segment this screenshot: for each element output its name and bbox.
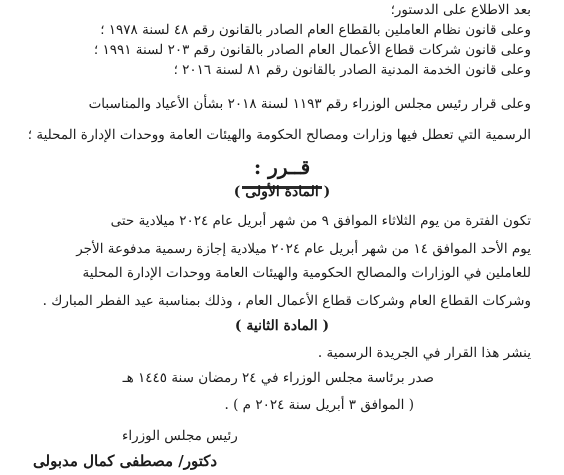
preamble-line: وعلى قرار رئيس مجلس الوزراء رقم ١١٩٣ لسنة ٢٠١٨ بشأن الأعياد والمناسبات <box>88 96 531 112</box>
signatory-name: دكتور/ مصطفى كمال مدبولى <box>33 452 218 470</box>
article-2-line: ينشر هذا القرار في الجريدة الرسمية . <box>317 345 531 361</box>
preamble-line: بعد الاطلاع على الدستور؛ <box>390 2 531 18</box>
article-1-line: تكون الفترة من يوم الثلاثاء الموافق ٩ من شهر أبريل عام ٢٠٢٤ ميلادية حتى <box>110 213 531 229</box>
decision-title: قــرر : <box>253 155 311 179</box>
signatory-title: رئيس مجلس الوزراء <box>122 428 238 444</box>
preamble-line: الرسمية التي تعطل فيها وزارات ومصالح الحكومة والهيئات العامة ووحدات الإدارة المحلية ؛ <box>27 127 531 143</box>
preamble-line: وعلى قانون نظام العاملين بالقطاع العام الصادر بالقانون رقم ٤٨ لسنة ١٩٧٨ ؛ <box>100 22 531 38</box>
preamble-line: وعلى قانون شركات قطاع الأعمال العام الصادر بالقانون رقم ٢٠٣ لسنة ١٩٩١ ؛ <box>93 42 531 58</box>
article-1-line: وشركات القطاع العام وشركات قطاع الأعمال العام ، وذلك بمناسبة عيد الفطر المبارك . <box>42 293 531 309</box>
article-2-heading: ( المادة الثانية ) <box>234 318 330 334</box>
article-1-line: للعاملين في الوزارات والمصالح الحكومية والهيئات العامة ووحدات الإدارة المحلية <box>82 265 531 281</box>
preamble-line: وعلى قانون الخدمة المدنية الصادر بالقانون رقم ٨١ لسنة ٢٠١٦ ؛ <box>173 62 531 78</box>
issued-date-line: ( الموافق ٣ أبريل سنة ٢٠٢٤ م ) . <box>224 397 414 413</box>
article-1-heading: ( المادة الأولى ) <box>233 184 331 200</box>
issued-line: صدر برئاسة مجلس الوزراء في ٢٤ رمضان سنة ١٤٤٥ هـ <box>122 370 434 386</box>
article-1-line: يوم الأحد الموافق ١٤ من شهر أبريل عام ٢٠٢٤ ميلادية إجازة رسمية مدفوعة الأجر <box>76 241 531 257</box>
